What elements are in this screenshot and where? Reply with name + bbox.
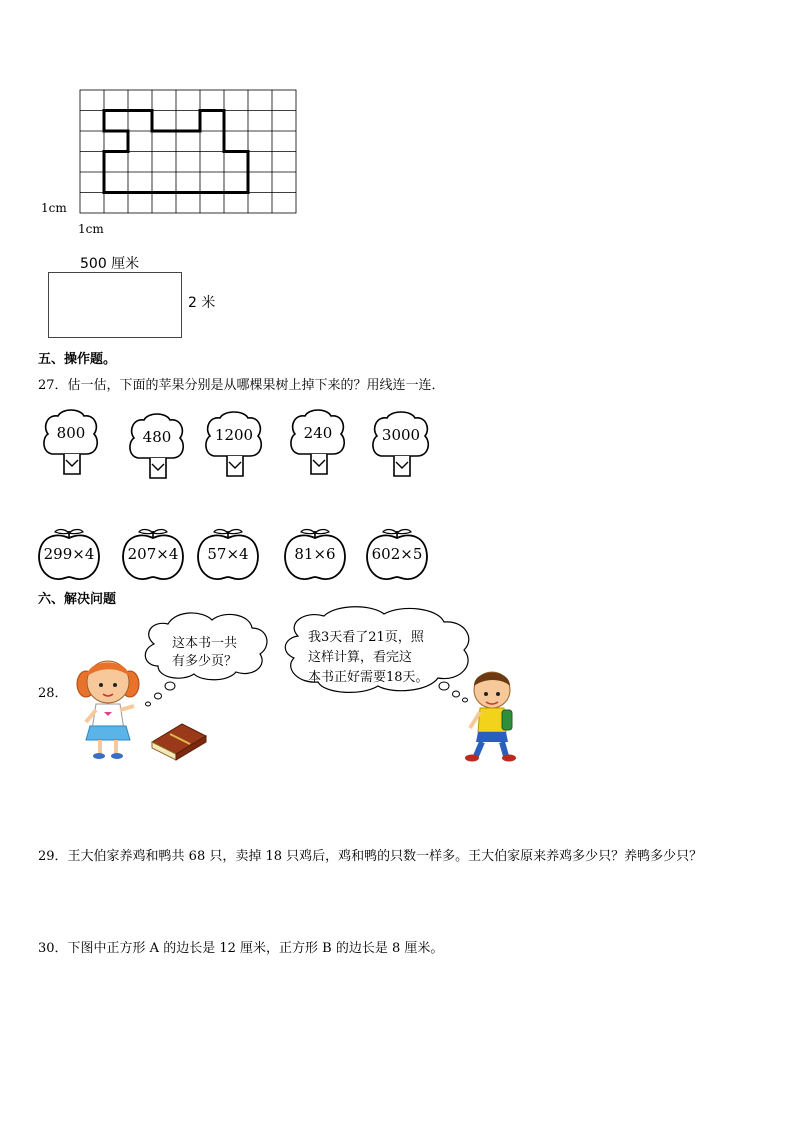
rect-side-label: 2 米 <box>188 295 216 311</box>
tree-5 <box>369 410 433 480</box>
girl-figure <box>77 661 139 759</box>
dimension-rectangle <box>48 272 182 338</box>
tree-value: 480 <box>142 428 172 446</box>
apple-3 <box>196 528 260 582</box>
apple-expression: 207×4 <box>127 545 179 563</box>
tree-icon <box>369 410 433 480</box>
tree-icon <box>40 408 102 478</box>
boy-figure <box>465 672 516 762</box>
apple-expression: 57×4 <box>207 545 249 563</box>
boy-bubble-line-3: 本书正好需要18天。 <box>308 670 429 685</box>
apple-expression: 81×6 <box>294 545 336 563</box>
grid-label-left: 1cm <box>41 201 67 215</box>
grid-label-bottom: 1cm <box>78 222 104 236</box>
tree-2 <box>126 412 188 482</box>
question-30: 30．下图中正方形 A 的边长是 12 厘米，正方形 B 的边长是 8 厘米。 <box>38 941 444 956</box>
rect-top-label: 500 厘米 <box>80 256 140 272</box>
tree-icon <box>202 410 266 480</box>
boy-bubble-line-1: 我3天看了21页，照 <box>308 630 424 645</box>
section5-heading: 五、操作题。 <box>38 352 117 367</box>
apple-1 <box>36 528 102 582</box>
girl-bubble-line-1: 这本书一共 <box>172 636 238 651</box>
section6-heading: 六、解决问题 <box>38 592 117 607</box>
question-27: 27．估一估，下面的苹果分别是从哪棵果树上掉下来的？用线连一连． <box>38 378 445 393</box>
tree-3 <box>202 410 266 480</box>
q28-illustration <box>72 606 522 766</box>
apple-5 <box>364 528 430 582</box>
apple-4 <box>283 528 347 582</box>
tree-4 <box>287 408 349 478</box>
tree-value: 3000 <box>381 426 421 444</box>
tree-value: 1200 <box>214 426 254 444</box>
book-figure <box>152 724 206 760</box>
grid-figure <box>78 88 300 218</box>
apple-expression: 299×4 <box>43 545 95 563</box>
apple-expression: 602×5 <box>371 545 423 563</box>
girl-bubble-line-2: 有多少页？ <box>172 654 238 669</box>
tree-icon <box>287 408 349 478</box>
apple-2 <box>120 528 186 582</box>
tree-value: 240 <box>303 424 333 442</box>
tree-1 <box>40 408 102 478</box>
question-29: 29．王大伯家养鸡和鸭共 68 只，卖掉 18 只鸡后，鸡和鸭的只数一样多。王大伯家原来养鸡多少只？养鸭多少只？ <box>38 849 703 864</box>
boy-bubble-line-2: 这样计算，看完这 <box>308 650 413 665</box>
question-28-number: 28． <box>38 686 68 701</box>
illustration-art <box>72 606 522 766</box>
tree-icon <box>126 412 188 482</box>
tree-value: 800 <box>56 424 86 442</box>
